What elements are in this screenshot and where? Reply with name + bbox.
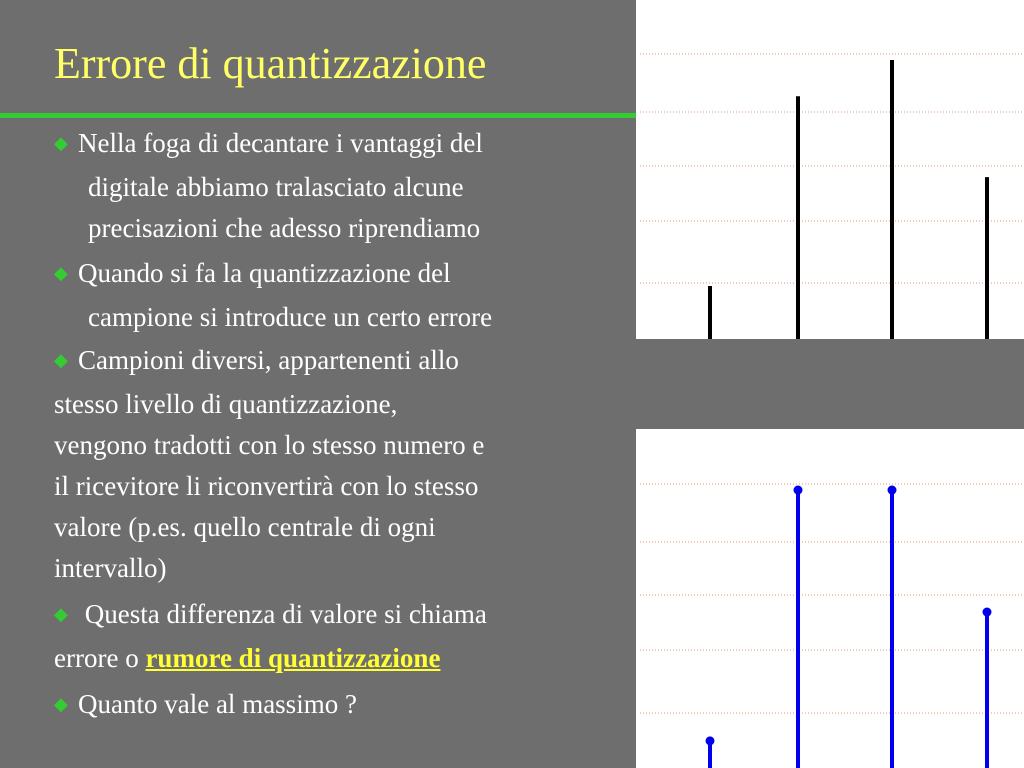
bullet-1-line-1: Nella foga di decantare i vantaggi del bbox=[78, 128, 483, 158]
original-samples-svg bbox=[636, 0, 1024, 339]
diamond-icon: ◆ bbox=[54, 604, 68, 624]
bullet-3-line-4: il ricevitore li riconvertirà con lo stesso bbox=[54, 471, 479, 501]
bullet-2-line-1: Quando si fa la quantizzazione del bbox=[78, 258, 451, 288]
quantized-point-2 bbox=[794, 486, 803, 495]
slide-title: Errore di quantizzazione bbox=[54, 39, 487, 88]
bullet-4 bbox=[54, 594, 624, 679]
quantized-samples-svg bbox=[636, 429, 1024, 768]
diamond-icon: ◆ bbox=[54, 133, 68, 153]
bullet-3-line-1: Campioni diversi, appartenenti allo bbox=[78, 345, 459, 375]
bullet-3-line-3: vengono tradotti con lo stesso numero e bbox=[54, 430, 485, 460]
bullet-2-line-2: campione si introduce un certo errore bbox=[88, 302, 493, 332]
bullet-3 bbox=[54, 340, 624, 589]
original-samples-chart bbox=[636, 0, 1024, 339]
quantized-point-1 bbox=[706, 736, 715, 745]
highlight-term: rumore di quantizzazione bbox=[145, 643, 441, 673]
bullet-1-line-3: precisazioni che adesso riprendiamo bbox=[88, 213, 481, 243]
bullet-4-line-1: Questa differenza di valore si chiama bbox=[78, 599, 487, 629]
bullet-1 bbox=[54, 123, 624, 249]
diamond-icon: ◆ bbox=[54, 350, 68, 370]
bullet-3-line-5: valore (p.es. quello centrale di ogni bbox=[54, 512, 436, 542]
bullet-2 bbox=[54, 253, 624, 338]
bullet-4-prefix: errore o bbox=[54, 643, 146, 673]
chart-separator bbox=[636, 339, 1024, 429]
bullet-1-line-2: digitale abbiamo tralasciato alcune bbox=[88, 172, 464, 202]
quantized-samples-chart bbox=[636, 429, 1024, 768]
title-divider bbox=[0, 113, 636, 118]
quantized-point-3 bbox=[888, 486, 897, 495]
diamond-icon: ◆ bbox=[54, 694, 68, 714]
bullet-3-line-6: intervallo) bbox=[54, 553, 167, 583]
bullet-5-line-1: Quanto vale al massimo ? bbox=[78, 689, 357, 719]
diamond-icon: ◆ bbox=[54, 263, 68, 283]
bullet-5 bbox=[54, 684, 624, 728]
quantized-point-4 bbox=[983, 608, 992, 617]
bullet-3-line-2: stesso livello di quantizzazione, bbox=[54, 389, 398, 419]
